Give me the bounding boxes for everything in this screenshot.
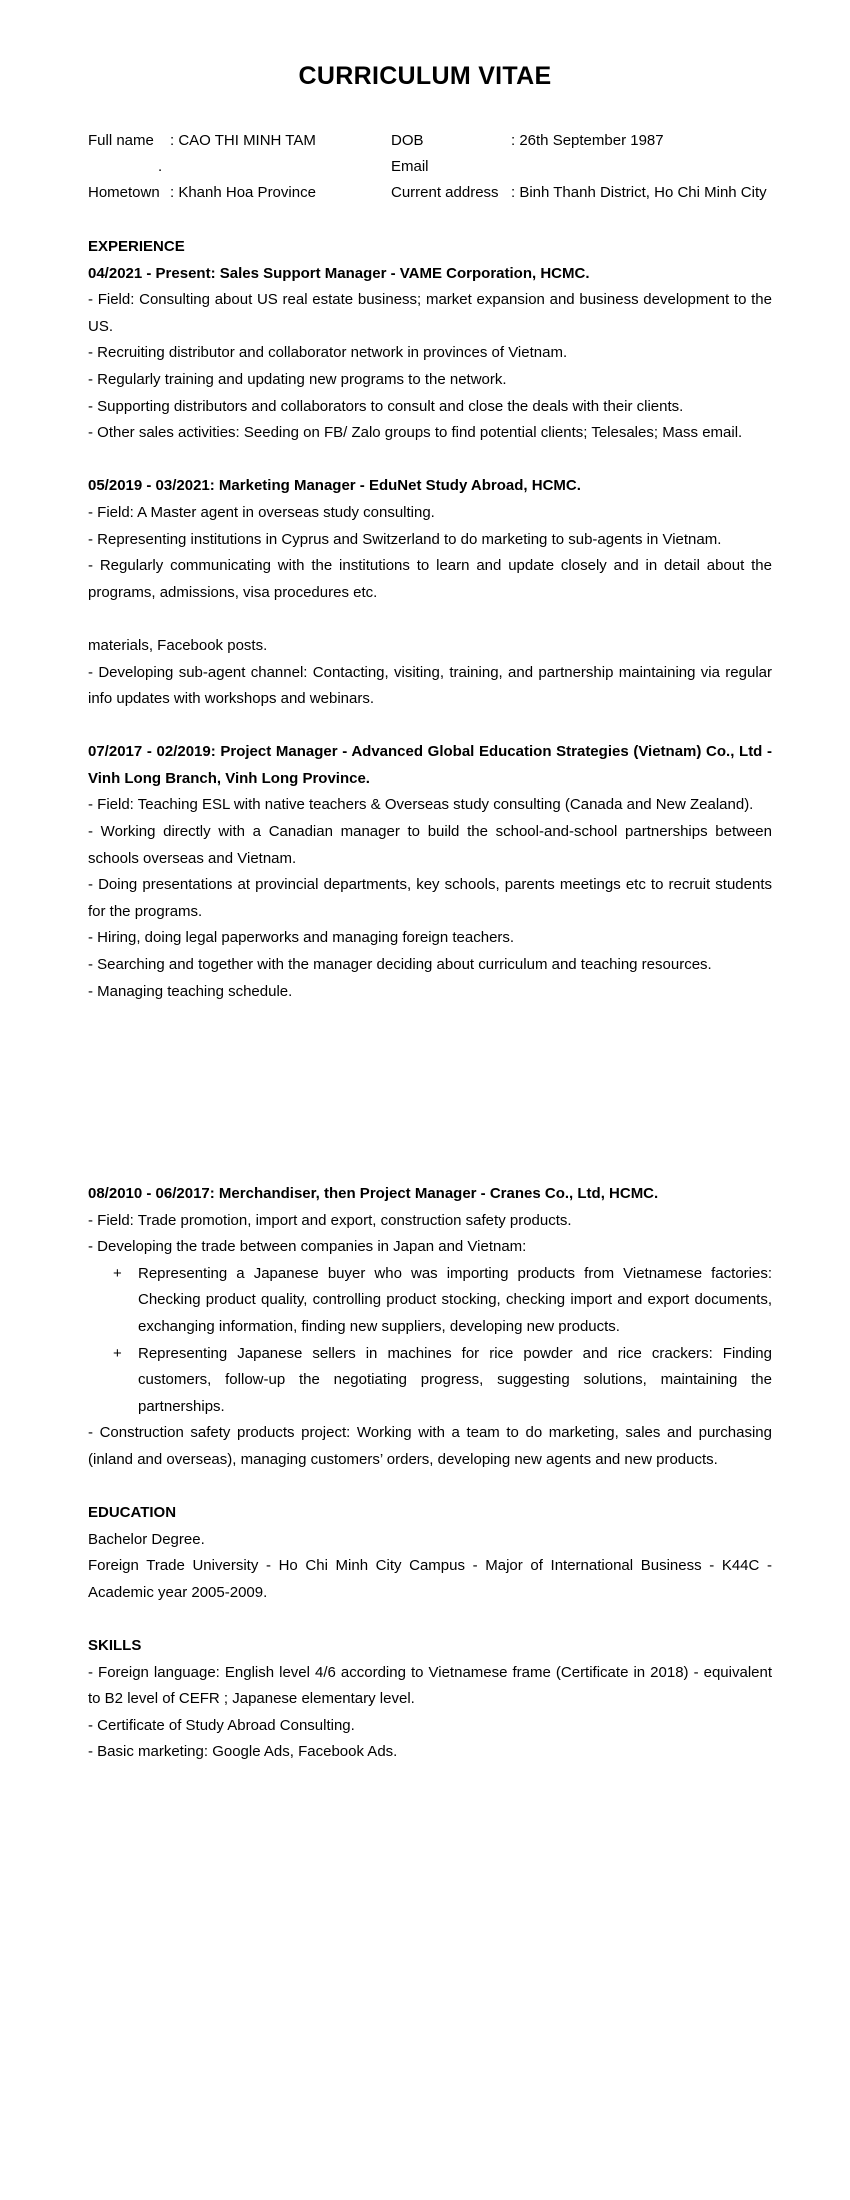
job-line: - Managing teaching schedule. (88, 982, 293, 1000)
experience-heading: EXPERIENCE (88, 238, 185, 255)
job-title: 04/2021 - Present: Sales Support Manager - VAME Corporation, HCMC. (88, 264, 590, 282)
job-title: 07/2017 - 02/2019: Project Manager - Advanced Global Education Strategies (Vietnam) Co., Ltd - Vinh Long Branch, Vinh Long Province. (88, 743, 772, 787)
job-line: - Field: Teaching ESL with native teachers & Overseas study consulting (Canada and New Zealand). (88, 796, 754, 814)
job-line: - Other sales activities: Seeding on FB/ Zalo groups to find potential clients; Telesales; Mass email. (88, 424, 743, 442)
job-line: - Recruiting distributor and collaborator network in provinces of Vietnam. (88, 344, 568, 362)
job-line: - Construction safety products project: Working with a team to do marketing, sales and purchasing (inland and overseas), managing customers’ orders, developing new agents and new products. (88, 1424, 772, 1468)
education-degree: Bachelor Degree. (88, 1530, 205, 1548)
job-line: - Regularly communicating with the institutions to learn and update closely and in detail about the programs, admissions, visa procedures etc. (88, 557, 772, 601)
education-school: Foreign Trade University - Ho Chi Minh City Campus - Major of International Business - K44C - Academic year 2005-2009. (88, 1557, 772, 1601)
job-line: - Field: Trade promotion, import and export, construction safety products. (88, 1211, 572, 1229)
plus-bullet-icon: + (113, 1264, 122, 1282)
skill-line: - Certificate of Study Abroad Consulting. (88, 1716, 355, 1734)
job-line: - Developing the trade between companies in Japan and Vietnam: (88, 1238, 527, 1256)
full-name-value: : CAO THI MINH TAM (170, 132, 316, 149)
job-line: - Searching and together with the manager deciding about curriculum and teaching resources. (88, 956, 712, 974)
sub-bullet-text: Representing Japanese sellers in machines for rice powder and rice crackers: Finding customers, follow-up the negotiating progress, suggesting solutions, maintaining the partnerships. (138, 1344, 772, 1415)
job-line: materials, Facebook posts. (88, 636, 268, 654)
skill-line: - Basic marketing: Google Ads, Facebook Ads. (88, 1743, 398, 1761)
personal-info-right (391, 128, 781, 206)
address-label: Current address (391, 184, 499, 201)
skills-heading: SKILLS (88, 1637, 142, 1655)
experience-continued-section (88, 1181, 772, 1766)
dob-value: : 26th September 1987 (511, 132, 664, 149)
job-line: - Representing institutions in Cyprus and Switzerland to do marketing to sub-agents in Vietnam. (88, 530, 722, 548)
job-line: - Field: A Master agent in overseas study consulting. (88, 503, 435, 521)
document-title: CURRICULUM VITAE (298, 62, 552, 90)
job-line: - Regularly training and updating new programs to the network. (88, 370, 507, 388)
education-heading: EDUCATION (88, 1504, 177, 1522)
job-line: - Working directly with a Canadian manager to build the school-and-school partnerships between schools overseas and Vietnam. (88, 823, 772, 867)
plus-bullet-icon: + (113, 1344, 122, 1362)
job-line: - Doing presentations at provincial departments, key schools, parents meetings etc to recruit students for the programs. (88, 876, 772, 920)
hometown-value: : Khanh Hoa Province (170, 184, 316, 201)
address-value: : Binh Thanh District, Ho Chi Minh City (511, 184, 767, 201)
hometown-label: Hometown (88, 184, 160, 201)
sub-bullet (88, 1341, 772, 1421)
full-name-label: Full name (88, 132, 154, 149)
dob-label: DOB (391, 132, 424, 149)
job-line: - Developing sub-agent channel: Contacting, visiting, training, and partnership maintaining via regular info updates with workshops and webinars. (88, 663, 772, 708)
job-title: 08/2010 - 06/2017: Merchandiser, then Project Manager - Cranes Co., Ltd, HCMC. (88, 1185, 659, 1202)
job-line: - Supporting distributors and collaborators to consult and close the deals with their clients. (88, 397, 684, 415)
skill-line: - Foreign language: English level 4/6 according to Vietnamese frame (Certificate in 2018) - equivalent to B2 level of CEFR ; Japanese elementary level. (88, 1663, 772, 1708)
job-line: - Hiring, doing legal paperworks and managing foreign teachers. (88, 929, 515, 947)
personal-info-left (88, 128, 388, 206)
job-line: - Field: Consulting about US real estate business; market expansion and business development to the US. (88, 291, 772, 335)
stray-dot: . (158, 158, 163, 175)
sub-bullet-text: Representing a Japanese buyer who was importing products from Vietnamese factories: Checking product quality, controlling product stocking, checking import and export documents, exchanging information, finding new suppliers, developing new products. (138, 1264, 772, 1335)
experience-section (88, 234, 772, 1005)
job-title: 05/2019 - 03/2021: Marketing Manager - EduNet Study Abroad, HCMC. (88, 477, 581, 495)
sub-bullet (88, 1261, 772, 1341)
email-label: Email (391, 158, 429, 175)
